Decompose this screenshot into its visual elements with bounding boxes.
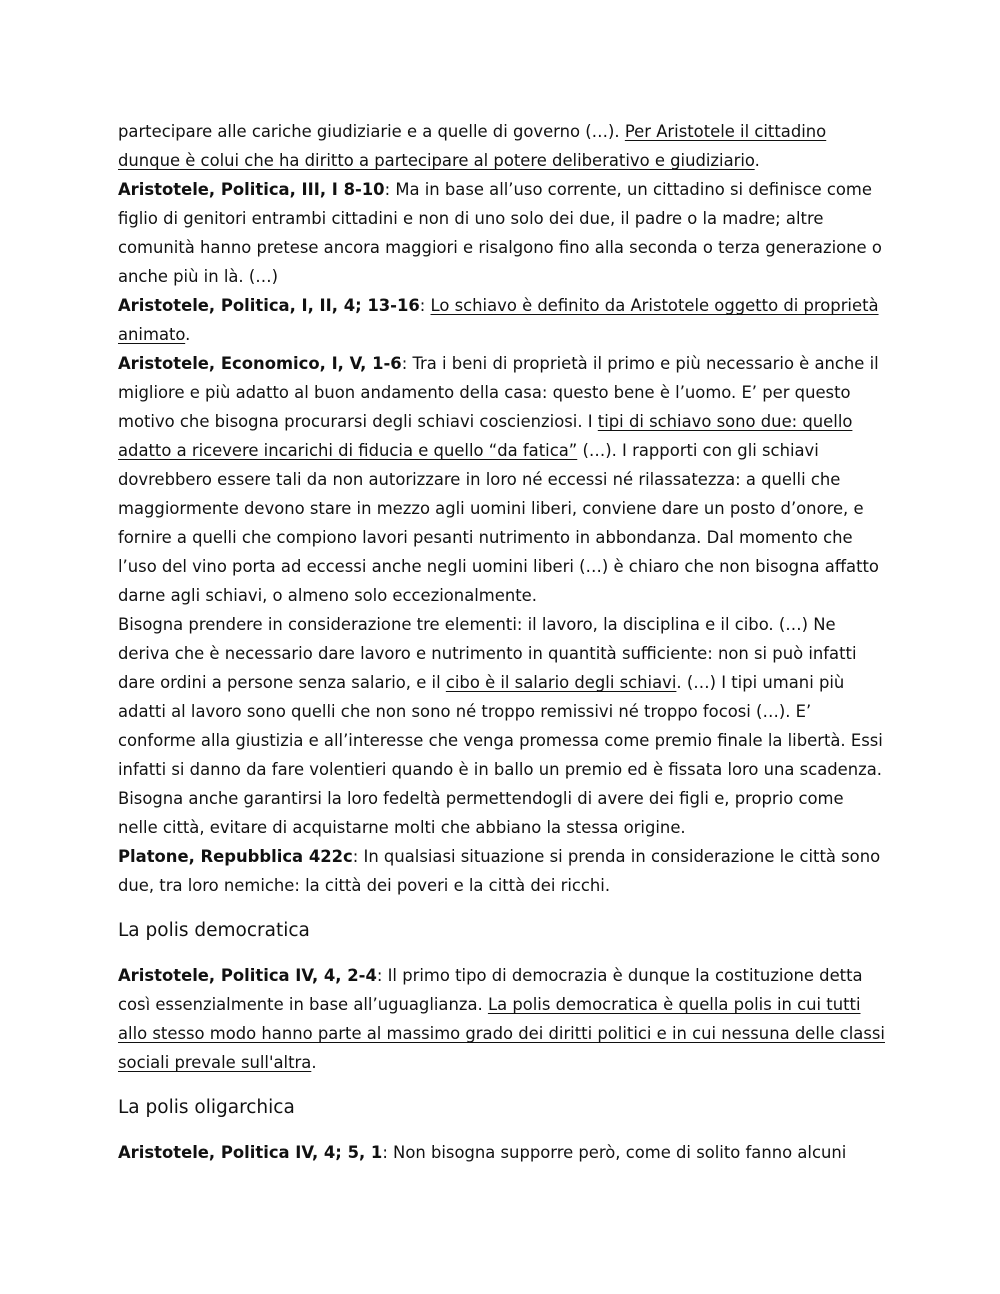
- citation-reference: Aristotele, Politica IV, 4; 5, 1: [118, 1143, 383, 1162]
- text: .: [185, 325, 191, 344]
- text: : In qualsiasi situazione si prenda in considerazione le città sono due, tra loro nemiche: la città dei poveri e la città dei ricchi.: [118, 847, 881, 895]
- citation-reference: Aristotele, Politica, I, II, 4; 13-16: [118, 296, 420, 315]
- paragraph-three-elements: [118, 610, 888, 842]
- text: partecipare alle cariche giudiziarie e a quelle di governo (…).: [118, 122, 625, 141]
- citation-reference: Aristotele, Economico, I, V, 1-6: [118, 354, 402, 373]
- text: : Non bisogna supporre però, come di solito fanno alcuni: [382, 1143, 847, 1162]
- section-heading-oligarchica: La polis oligarchica: [118, 1097, 295, 1118]
- section-heading-democratica: La polis democratica: [118, 920, 310, 941]
- citation-reference: Aristotele, Politica IV, 4, 2-4: [118, 966, 377, 985]
- paragraph-democrazia: [118, 961, 888, 1077]
- text: . (…) I tipi umani più adatti al lavoro sono quelli che non sono né troppo remissivi né troppo focosi (…). E’ conforme alla giustizia e all’interesse che venga promessa come premio finale la libertà. Essi infatti si danno da fare volentieri quando è in ballo un premio ed è fissata loro una scadenza. Bisogna anche garantirsi la loro fedeltà permettendogli di avere dei figli e, proprio come nelle città, evitare di acquistarne molti che abbiano la stessa origine.: [118, 673, 883, 837]
- paragraph-politica-i: [118, 291, 888, 349]
- paragraph-repubblica: [118, 842, 888, 900]
- paragraph-politica-iii: [118, 175, 888, 291]
- citation-reference: Aristotele, Politica, III, I 8-10: [118, 180, 385, 199]
- underlined-text: Lo schiavo è definito da Aristotele oggetto di proprietà animato: [118, 296, 879, 344]
- text: .: [311, 1053, 317, 1072]
- underlined-text: tipi di schiavo sono due: quello adatto a ricevere incarichi di fiducia e quello “da fatica”: [118, 412, 853, 460]
- text: Bisogna prendere in considerazione tre elementi: il lavoro, la disciplina e il cibo. (…) Ne deriva che è necessario dare lavoro e nutrimento in quantità sufficiente: non si può infatti dare ordini a persone senza salario, e il: [118, 615, 857, 692]
- text: (…). I rapporti con gli schiavi dovrebbero essere tali da non autorizzare in loro né eccessi né rilassatezza: a quelli che maggiormente devono stare in mezzo agli uomini liberi, conviene dare un posto d’onore, e fornire a quelli che compiono lavori pesanti nutrimento in abbondanza. Dal momento che l’uso del vino porta ad eccessi anche negli uomini liberi (…) è chiaro che non bisogna affatto darne agli schiavi, o almeno solo eccezionalmente.: [118, 441, 879, 605]
- text: : Il primo tipo di democrazia è dunque la costituzione detta così essenzialmente in base all’uguaglianza.: [118, 966, 863, 1014]
- underlined-text: Per Aristotele il cittadino dunque è colui che ha diritto a partecipare al potere deliberativo e giudiziario: [118, 122, 827, 170]
- text: : Ma in base all’uso corrente, un cittadino si definisce come figlio di genitori entrambi cittadini e non di uno solo dei due, il padre o la madre; altre comunità hanno pretese ancora maggiori e risalgono fino alla seconda o terza generazione o anche più in là. (…): [118, 180, 882, 286]
- underlined-text: La polis democratica è quella polis in cui tutti allo stesso modo hanno parte al massimo grado dei diritti politici e in cui nessuna delle classi sociali prevale sull'altra: [118, 995, 885, 1072]
- text: .: [754, 151, 760, 170]
- paragraph-economico: [118, 349, 888, 610]
- underlined-text: cibo è il salario degli schiavi: [445, 673, 677, 692]
- paragraph-citizen-definition: [118, 117, 888, 175]
- citation-reference: Platone, Repubblica 422c: [118, 847, 353, 866]
- paragraph-oligarchia: [118, 1138, 888, 1167]
- text: :: [419, 296, 431, 315]
- text: : Tra i beni di proprietà il primo e più necessario è anche il migliore e più adatto al buon andamento della casa: questo bene è l’uomo. E’ per questo motivo che bisogna procurarsi degli schiavi coscienziosi. I: [118, 354, 879, 431]
- document-page: [118, 117, 888, 1167]
